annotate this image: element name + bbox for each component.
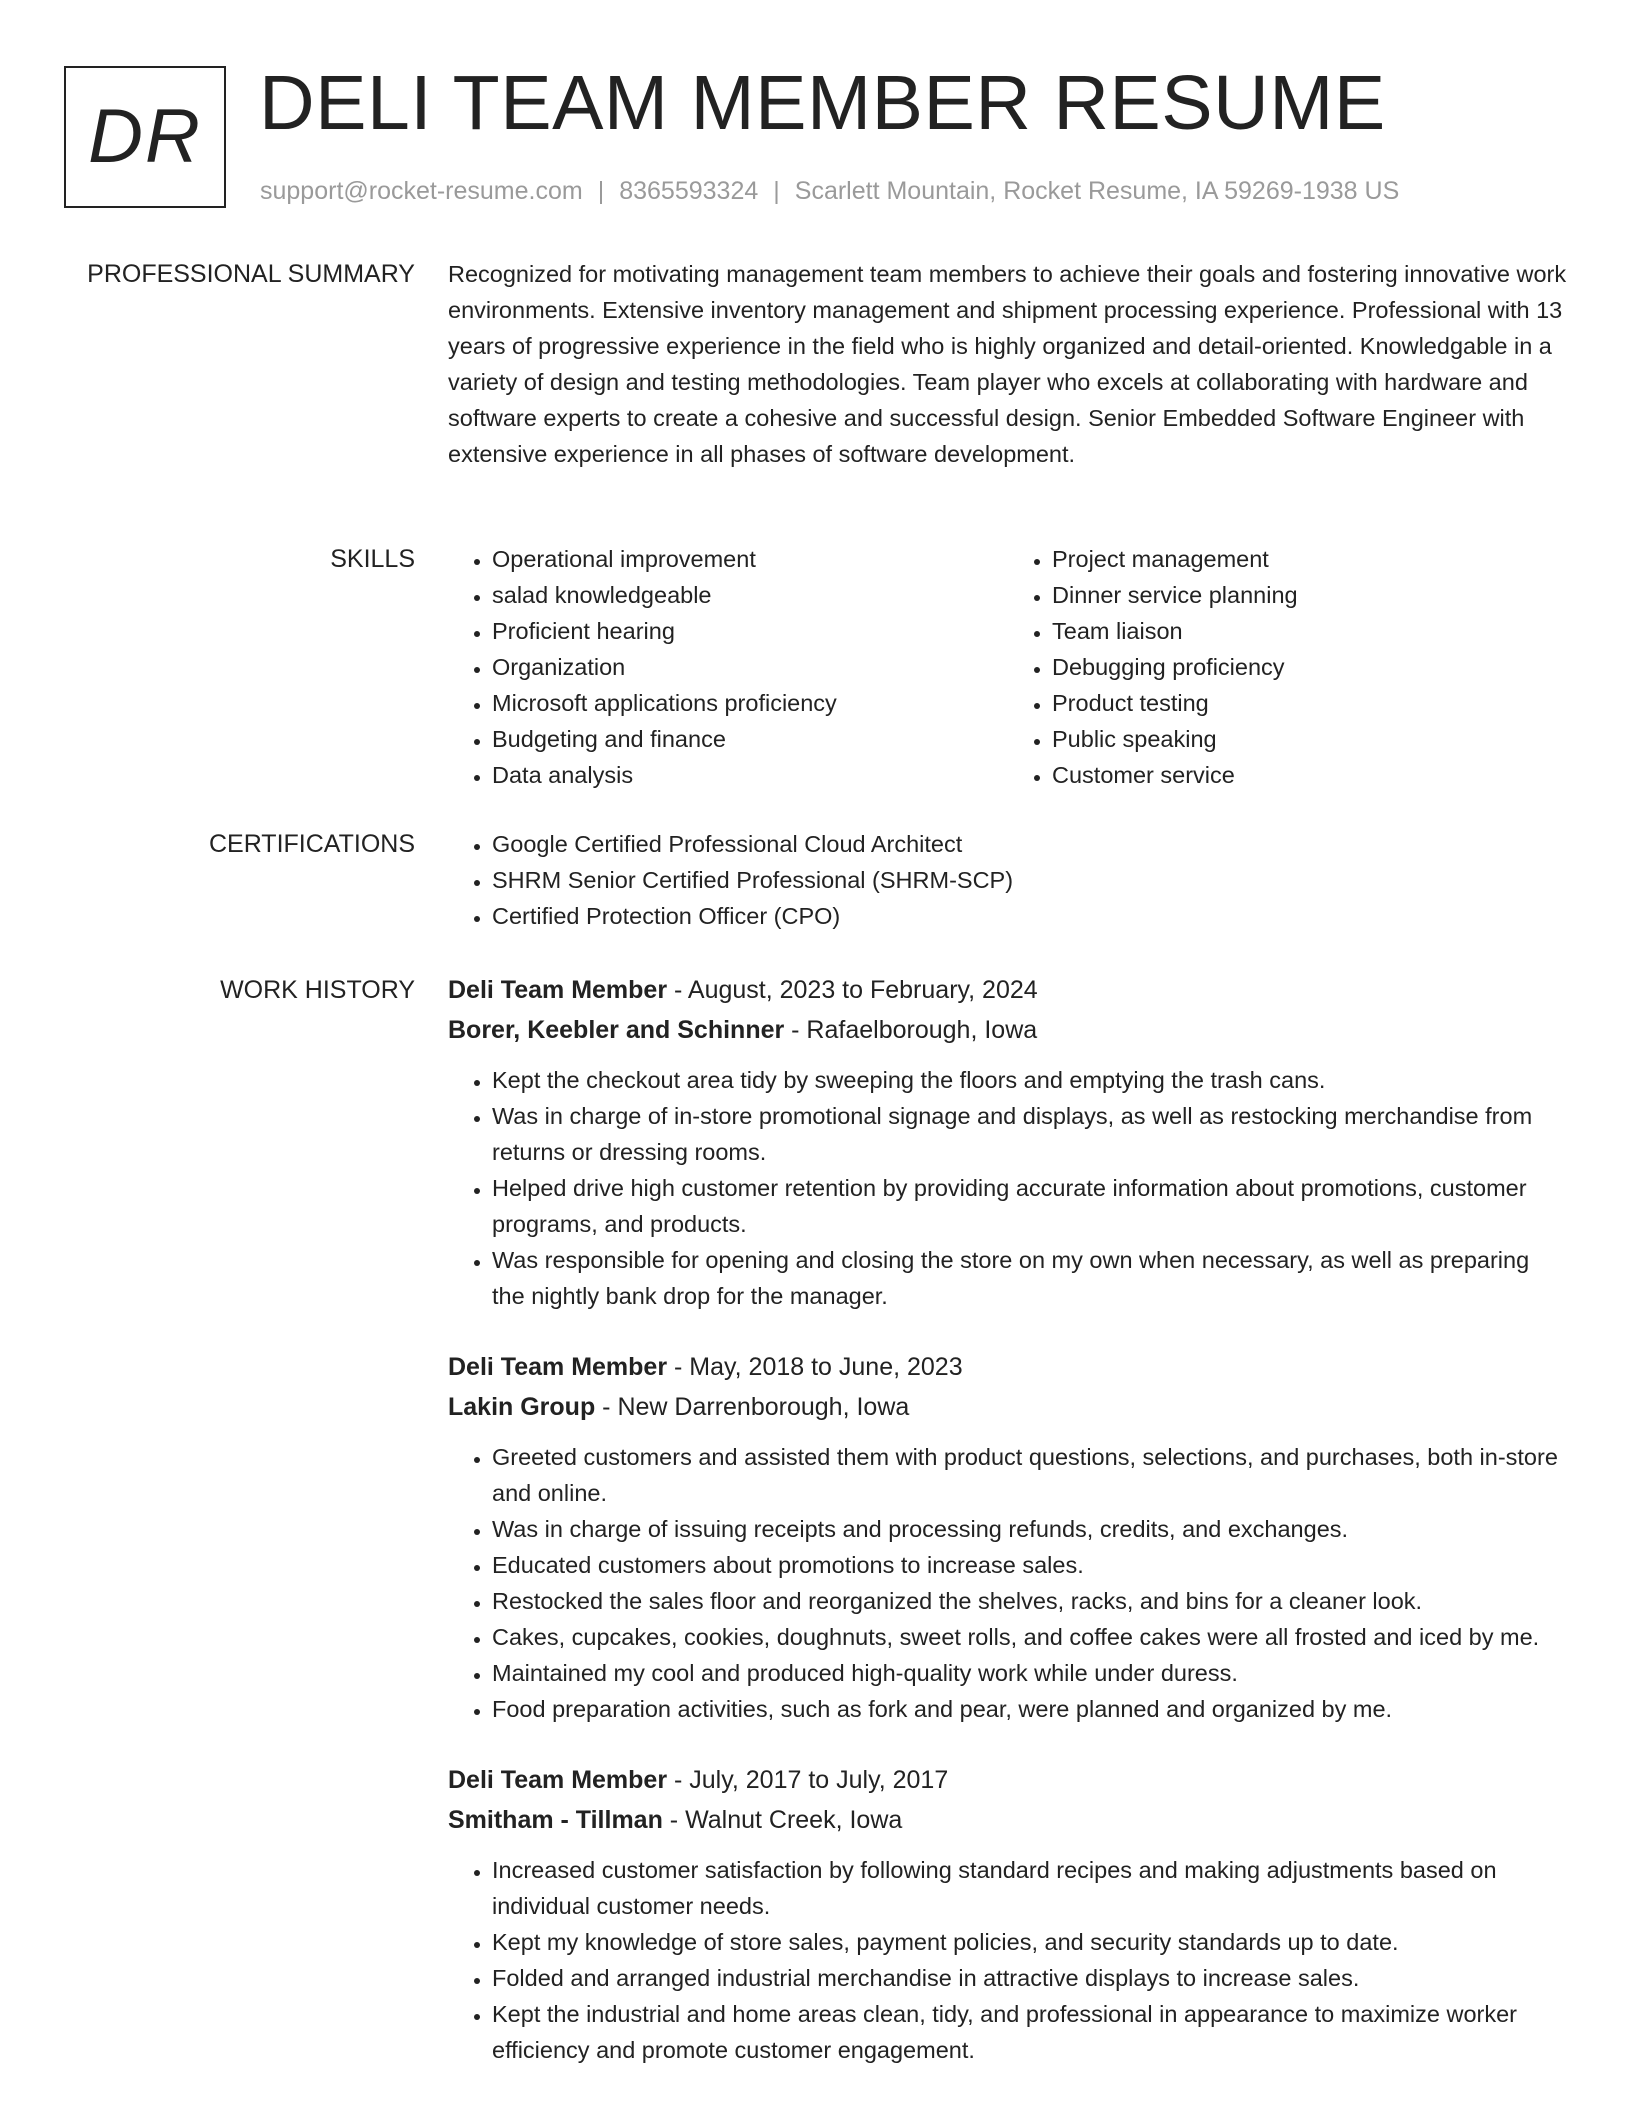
resume-title: DELI TEAM MEMBER RESUME <box>259 60 1386 146</box>
certifications-body <box>448 826 1568 934</box>
monogram-initials: DR <box>88 94 202 179</box>
contact-line <box>260 176 1399 206</box>
skills-list-right <box>1008 541 1568 793</box>
skill-item: • Public speaking <box>1052 721 1568 757</box>
job-duty-item: • Greeted customers and assisted them with product questions, selections, and purchases, both in-store and online. <box>492 1439 1568 1511</box>
certification-item: • SHRM Senior Certified Professional (SHRM-SCP) <box>492 862 1568 898</box>
job-entry <box>448 970 1568 1314</box>
job-company: Borer, Keebler and Schinner <box>448 1016 785 1044</box>
job-spacer <box>448 1840 1568 1852</box>
job-duty-item: • Educated customers about promotions to increase sales. <box>492 1547 1568 1583</box>
job-duty-item: • Maintained my cool and produced high-quality work while under duress. <box>492 1655 1568 1691</box>
job-company-line <box>448 1010 1568 1050</box>
skill-item: • salad knowledgeable <box>492 577 1008 613</box>
job-duties-list <box>448 1439 1568 1727</box>
job-duty-item: • Folded and arranged industrial merchandise in attractive displays to increase sales. <box>492 1960 1568 1996</box>
job-duty-item: • Cakes, cupcakes, cookies, doughnuts, sweet rolls, and coffee cakes were all frosted and iced by me. <box>492 1619 1568 1655</box>
job-company-line <box>448 1800 1568 1840</box>
certifications-heading: CERTIFICATIONS <box>208 830 415 858</box>
job-duty-item: • Helped drive high customer retention by providing accurate information about promotions, customer programs, and products. <box>492 1170 1568 1242</box>
job-title: Deli Team Member <box>448 976 668 1004</box>
work-history-body <box>448 970 1568 2101</box>
skill-item: • Budgeting and finance <box>492 721 1008 757</box>
certification-item: • Certified Protection Officer (CPO) <box>492 898 1568 934</box>
skill-item: • Customer service <box>1052 757 1568 793</box>
job-duty-item: • Kept my knowledge of store sales, payment policies, and security standards up to date. <box>492 1924 1568 1960</box>
job-dates: - May, 2018 to June, 2023 <box>667 1353 963 1381</box>
skill-item: • Debugging proficiency <box>1052 649 1568 685</box>
job-title: Deli Team Member <box>448 1766 668 1794</box>
job-dates: - August, 2023 to February, 2024 <box>667 976 1038 1004</box>
job-company: Lakin Group <box>448 1393 596 1421</box>
job-title-line <box>448 970 1568 1010</box>
job-company: Smitham - Tillman <box>448 1806 663 1834</box>
skills-columns <box>448 541 1568 793</box>
job-location: - New Darrenborough, Iowa <box>595 1393 910 1421</box>
contact-separator: | <box>773 177 780 205</box>
contact-separator: | <box>597 177 605 205</box>
job-title-line <box>448 1760 1568 1800</box>
job-title: Deli Team Member <box>448 1353 668 1381</box>
contact-address: Scarlett Mountain, Rocket Resume, IA 59269-1938 US <box>794 177 1400 205</box>
skill-item: • Operational improvement <box>492 541 1008 577</box>
skill-item: • Organization <box>492 649 1008 685</box>
job-duty-item: • Increased customer satisfaction by following standard recipes and making adjustments based on individual customer needs. <box>492 1852 1568 1924</box>
skill-item: • Microsoft applications proficiency <box>492 685 1008 721</box>
skills-body <box>448 541 1568 793</box>
job-duty-item: • Was in charge of in-store promotional signage and displays, as well as restocking merchandise from returns or dressing rooms. <box>492 1098 1568 1170</box>
job-entry <box>448 1760 1568 2068</box>
job-duty-item: • Kept the checkout area tidy by sweeping the floors and emptying the trash cans. <box>492 1062 1568 1098</box>
contact-email: support@rocket-resume.com <box>260 177 583 205</box>
job-location: - Walnut Creek, Iowa <box>662 1806 903 1834</box>
summary-text: Recognized for motivating management team members to achieve their goals and fostering innovative work environments. Extensive inventory management and shipment processing experience. Professional with 13 years of progressive experience in the field who is highly organized and detail-oriented. Knowledgable in a variety of design and testing methodologies. Team player who excels at collaborating with hardware and software experts to create a cohesive and successful design. Senior Embedded Software Engineer with extensive experience in all phases of software development. <box>448 261 1567 467</box>
job-duty-item: • Kept the industrial and home areas clean, tidy, and professional in appearance to maximize worker efficiency and promote customer engagement. <box>492 1996 1568 2068</box>
job-spacer <box>448 1427 1568 1439</box>
job-duty-item: • Was in charge of issuing receipts and processing refunds, credits, and exchanges. <box>492 1511 1568 1547</box>
summary-body <box>448 256 1568 472</box>
certification-item: • Google Certified Professional Cloud Architect <box>492 826 1568 862</box>
skill-item: • Product testing <box>1052 685 1568 721</box>
contact-phone: 8365593324 <box>619 177 759 205</box>
job-duties-list <box>448 1062 1568 1314</box>
summary-heading: PROFESSIONAL SUMMARY <box>87 260 415 288</box>
job-duty-item: • Food preparation activities, such as fork and pear, were planned and organized by me. <box>492 1691 1568 1727</box>
skill-item: • Dinner service planning <box>1052 577 1568 613</box>
job-duty-item: • Was responsible for opening and closing the store on my own when necessary, as well as preparing the nightly bank drop for the manager. <box>492 1242 1568 1314</box>
skill-item: • Project management <box>1052 541 1568 577</box>
job-title-line <box>448 1347 1568 1387</box>
skill-item: • Data analysis <box>492 757 1008 793</box>
job-duties-list <box>448 1852 1568 2068</box>
monogram-badge <box>64 66 226 208</box>
work-history-heading: WORK HISTORY <box>220 976 415 1004</box>
job-location: - Rafaelborough, Iowa <box>784 1016 1038 1044</box>
job-duty-item: • Restocked the sales floor and reorganized the shelves, racks, and bins for a cleaner look. <box>492 1583 1568 1619</box>
job-spacer <box>448 1050 1568 1062</box>
job-company-line <box>448 1387 1568 1427</box>
skill-item: • Team liaison <box>1052 613 1568 649</box>
certifications-list <box>448 826 1568 934</box>
skills-heading: SKILLS <box>330 545 415 573</box>
skills-list-left <box>448 541 1008 793</box>
job-dates: - July, 2017 to July, 2017 <box>667 1766 949 1794</box>
job-entry <box>448 1347 1568 1727</box>
skill-item: • Proficient hearing <box>492 613 1008 649</box>
